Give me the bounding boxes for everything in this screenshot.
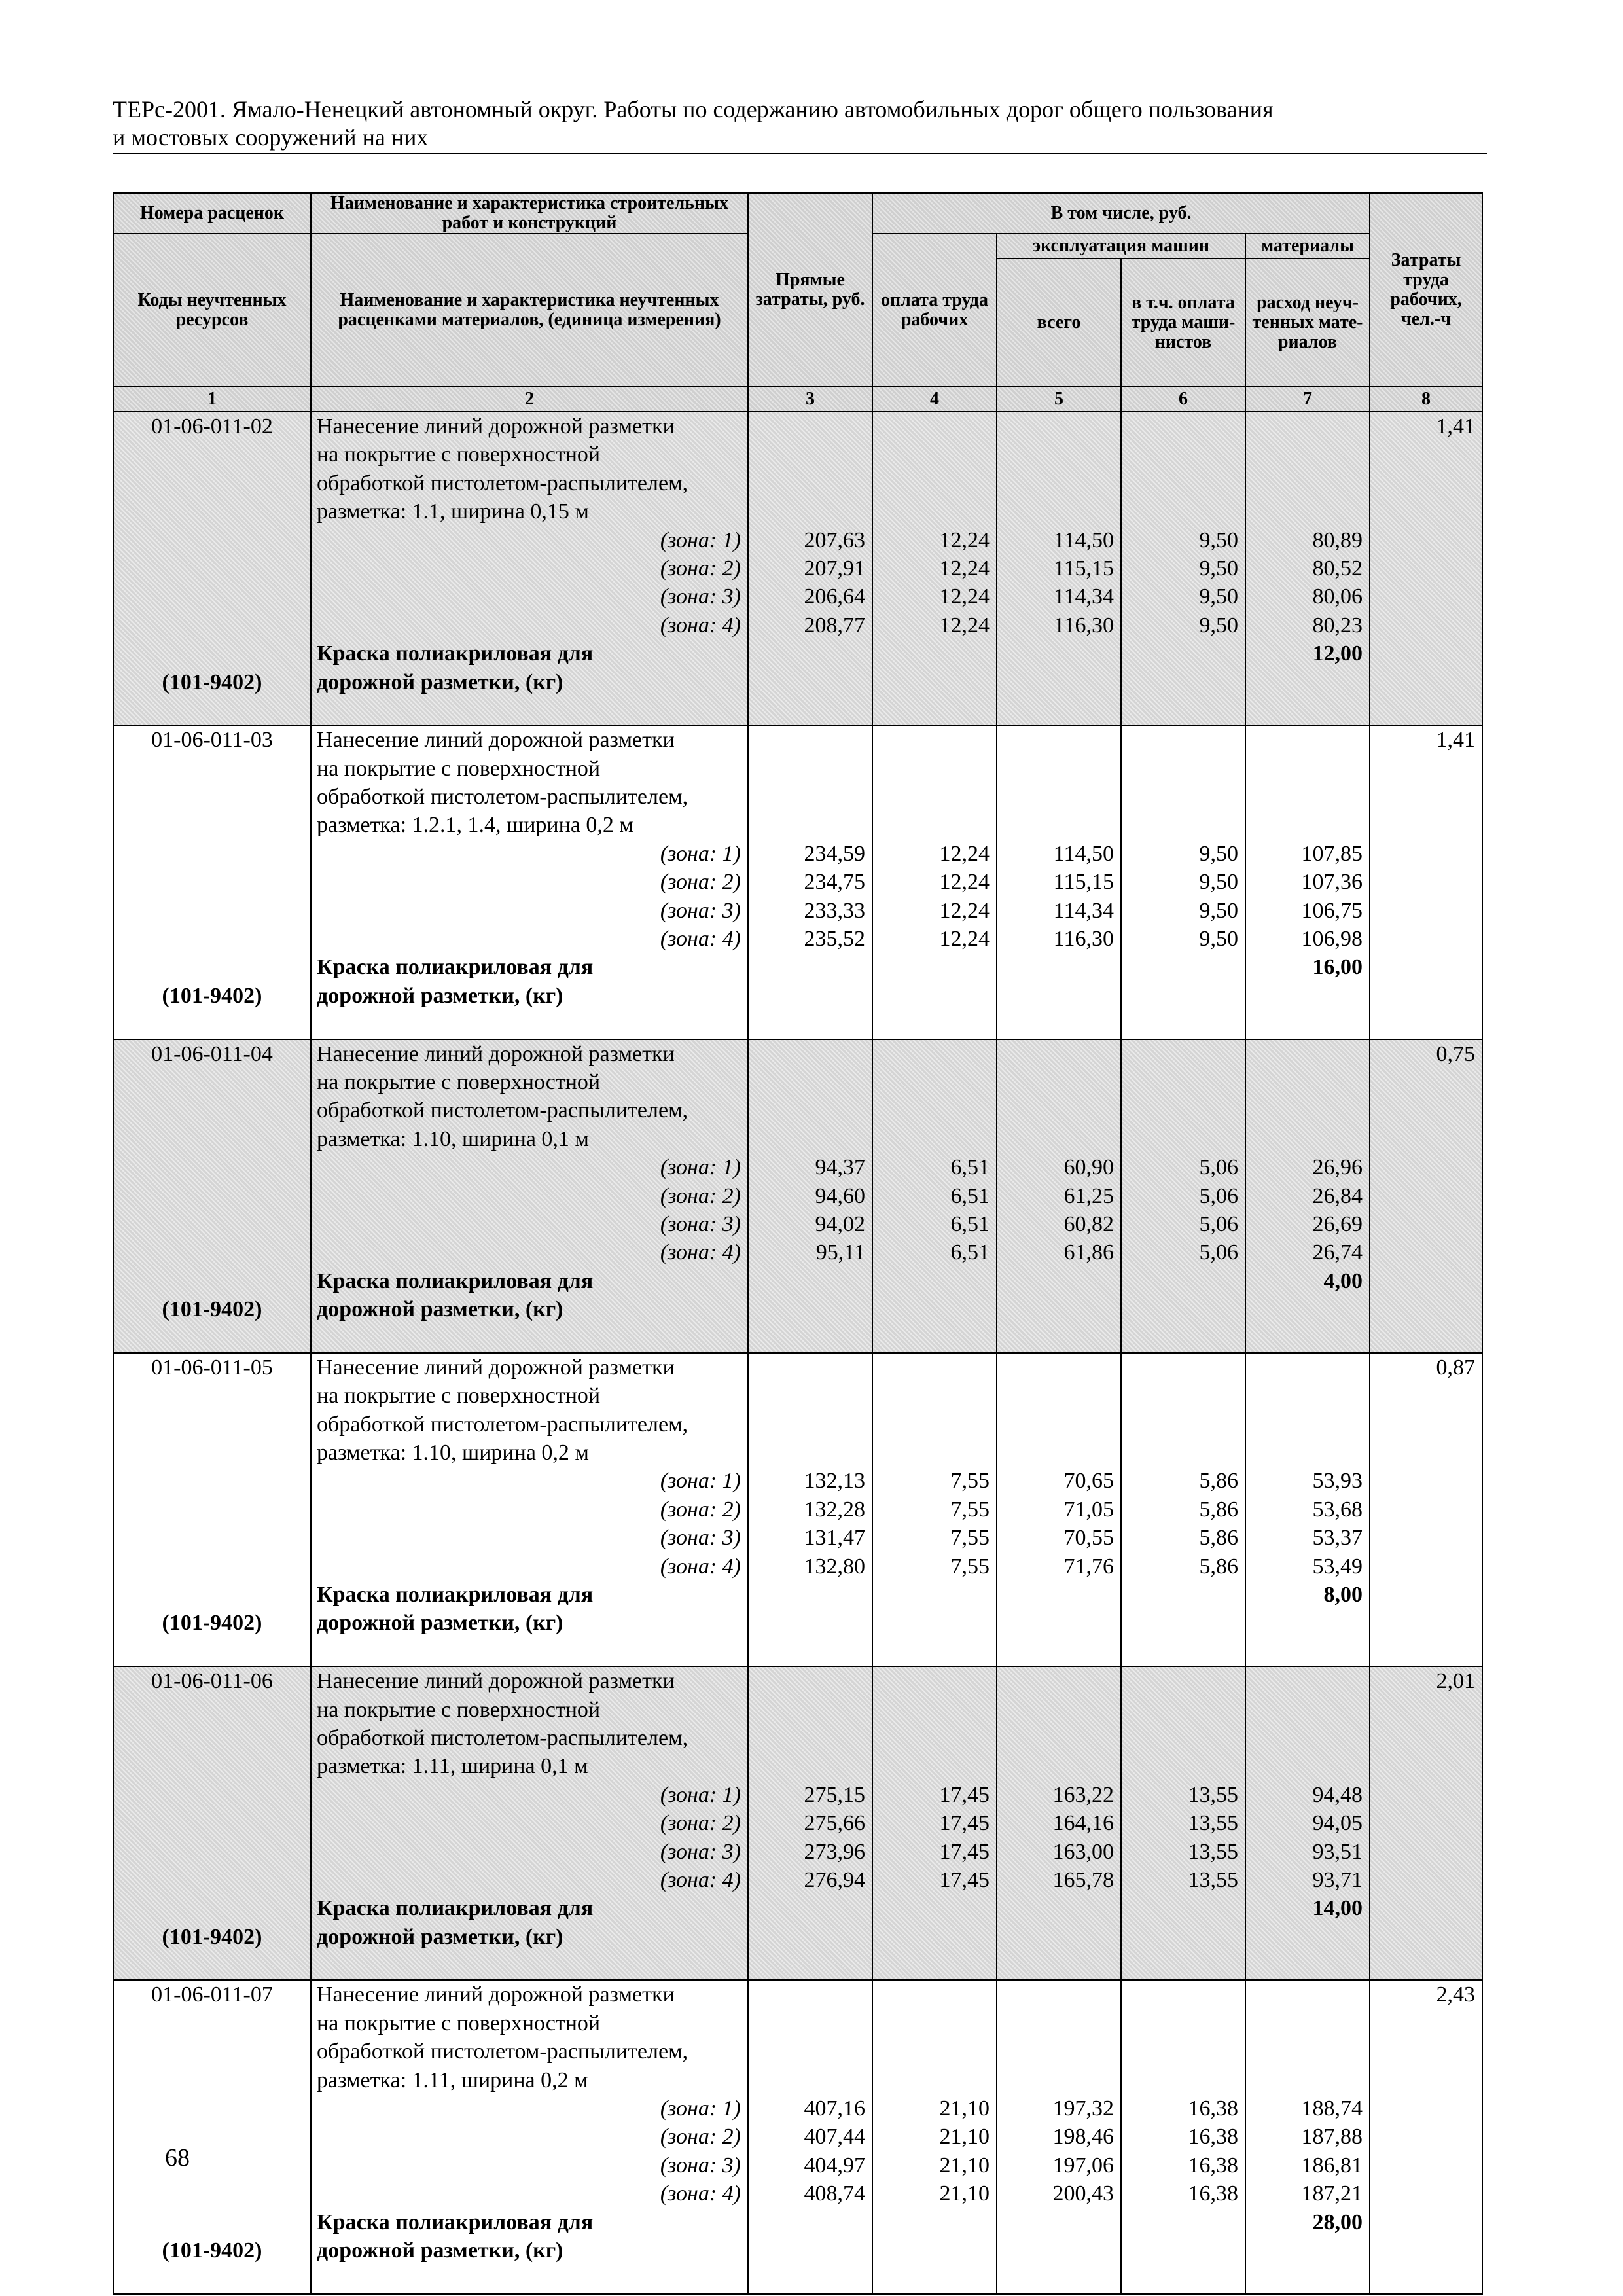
zone-label: (зона: 1): [660, 1155, 741, 1180]
direct-cost-value: 94,60: [815, 1183, 865, 1208]
colnum-3: 3: [748, 387, 872, 412]
description-line: обработкой пистолетом-распылителем,: [317, 785, 688, 810]
machinist-pay-value: 9,50: [1199, 898, 1238, 923]
materials-cell: [1245, 1666, 1370, 1980]
zone-label: (зона: 4): [660, 2181, 741, 2206]
resource-name-line: Краска полиакриловая для: [317, 1896, 594, 1921]
page-header: [113, 96, 1487, 154]
machines-total-value: 114,50: [1053, 528, 1114, 552]
zone-label: (зона: 4): [660, 613, 741, 637]
table-row: [113, 1666, 1482, 1980]
machines-total-value: 70,65: [1063, 1469, 1114, 1494]
machinist-pay-value: 9,50: [1199, 841, 1238, 866]
machinist-pay-cell: [1121, 1039, 1245, 1353]
direct-cost-value: 207,91: [804, 556, 865, 581]
machines-total-value: 198,46: [1052, 2125, 1114, 2149]
machines-total-value: 114,50: [1053, 841, 1114, 866]
machinist-pay-cell: [1121, 725, 1245, 1039]
colnum-4: 4: [872, 387, 997, 412]
labor-pay-value: 12,24: [939, 613, 990, 637]
machines-total-value: 163,00: [1052, 1839, 1114, 1864]
direct-cost-value: 273,96: [804, 1839, 865, 1864]
colnum-1: 1: [113, 387, 311, 412]
direct-cost-value: 94,02: [815, 1211, 865, 1236]
machinist-pay-value: 9,50: [1199, 584, 1238, 609]
labor-hours-value: 1,41: [1436, 728, 1476, 753]
description-line: обработкой пистолетом-распылителем,: [317, 1725, 688, 1750]
page-number: 68: [165, 2144, 190, 2172]
materials-value: 53,93: [1312, 1469, 1363, 1494]
zone-label: (зона: 2): [660, 2125, 741, 2149]
direct-cost-value: 208,77: [804, 613, 865, 637]
machines-total-value: 116,30: [1053, 927, 1114, 952]
labor-pay-value: 12,24: [939, 898, 990, 923]
machines-total-value: 197,06: [1052, 2153, 1114, 2178]
direct-cost-value: 94,37: [815, 1155, 865, 1180]
materials-value: 107,85: [1301, 841, 1363, 866]
direct-cost-value: 408,74: [804, 2181, 865, 2206]
col8-header: Затраты труда рабочих, чел.-ч: [1370, 193, 1482, 387]
labor-hours-value: 0,87: [1436, 1355, 1476, 1380]
machinist-pay-value: 9,50: [1199, 613, 1238, 637]
direct-cost-value: 131,47: [804, 1526, 865, 1551]
zone-label: (зона: 3): [660, 584, 741, 609]
labor-pay-cell: [872, 725, 997, 1039]
description-line: обработкой пистолетом-распылителем,: [317, 1412, 688, 1437]
code-cell: [113, 1980, 311, 2293]
materials-value: 53,68: [1312, 1497, 1363, 1522]
labor-pay-value: 21,10: [939, 2153, 990, 2178]
materials-value: 80,23: [1312, 613, 1363, 637]
labor-pay-cell: [872, 412, 997, 725]
direct-cost-value: 132,13: [804, 1469, 865, 1494]
labor-pay-value: 12,24: [939, 528, 990, 552]
machines-total-value: 200,43: [1052, 2181, 1114, 2206]
machinist-pay-value: 13,55: [1188, 1839, 1238, 1864]
col3-header: Прямые затраты, руб.: [748, 193, 872, 387]
materials-header: материалы: [1245, 234, 1370, 259]
description-line: на покрытие с поверхностной: [317, 1697, 601, 1722]
rate-code: 01-06-011-03: [151, 728, 273, 753]
materials-cell: [1245, 412, 1370, 725]
description-line: разметка: 1.11, ширина 0,2 м: [317, 2068, 588, 2092]
rate-code: 01-06-011-05: [151, 1355, 273, 1380]
direct-cost-cell: [748, 1980, 872, 2293]
description-line: обработкой пистолетом-распылителем,: [317, 471, 688, 495]
machines-total-cell: [997, 1039, 1121, 1353]
resource-quantity: 16,00: [1312, 955, 1363, 980]
resource-quantity: 8,00: [1323, 1583, 1363, 1607]
resource-code: (101-9402): [162, 1924, 262, 1949]
materials-value: 26,74: [1312, 1240, 1363, 1265]
description-line: Нанесение линий дорожной разметки: [317, 1041, 675, 1066]
resource-name-line: дорожной разметки, (кг): [317, 670, 563, 694]
rate-code: 01-06-011-04: [151, 1041, 273, 1066]
col2-header: Наименование и характеристика строительных работ и конструкций: [311, 193, 748, 234]
labor-hours-cell: [1370, 1039, 1482, 1353]
direct-cost-cell: [748, 412, 872, 725]
machinist-pay-value: 16,38: [1188, 2153, 1238, 2178]
machinist-pay-value: 16,38: [1188, 2125, 1238, 2149]
direct-cost-value: 234,75: [804, 870, 865, 895]
machines-total-value: 114,34: [1053, 898, 1114, 923]
machines-total-cell: [997, 412, 1121, 725]
colnum-6: 6: [1121, 387, 1245, 412]
description-line: на покрытие с поверхностной: [317, 442, 601, 467]
machinist-pay-cell: [1121, 412, 1245, 725]
zone-label: (зона: 3): [660, 1211, 741, 1236]
labor-pay-value: 7,55: [950, 1554, 990, 1579]
zone-label: (зона: 2): [660, 1497, 741, 1522]
direct-cost-value: 407,16: [804, 2096, 865, 2121]
zone-label: (зона: 4): [660, 927, 741, 952]
col5-header: всего: [997, 259, 1121, 387]
description-cell: [311, 1353, 748, 1666]
description-line: разметка: 1.2.1, 1.4, ширина 0,2 м: [317, 813, 633, 838]
machinist-pay-value: 16,38: [1188, 2181, 1238, 2206]
labor-pay-value: 12,24: [939, 841, 990, 866]
machinist-pay-value: 5,06: [1199, 1155, 1238, 1180]
machinist-pay-value: 13,55: [1188, 1811, 1238, 1836]
labor-pay-value: 6,51: [950, 1155, 990, 1180]
materials-value: 53,37: [1312, 1526, 1363, 1551]
col2-subheader: Наименование и характеристика неучтенных расценками материалов, (единица измерения): [311, 234, 748, 387]
zone-label: (зона: 4): [660, 1867, 741, 1892]
machines-total-value: 164,16: [1052, 1811, 1114, 1836]
materials-cell: [1245, 725, 1370, 1039]
description-line: обработкой пистолетом-распылителем,: [317, 1098, 688, 1123]
machinist-pay-value: 5,06: [1199, 1183, 1238, 1208]
labor-pay-value: 7,55: [950, 1497, 990, 1522]
labor-pay-value: 21,10: [939, 2125, 990, 2149]
direct-cost-value: 206,64: [804, 584, 865, 609]
resource-name-line: дорожной разметки, (кг): [317, 1924, 563, 1949]
machinist-pay-value: 5,86: [1199, 1497, 1238, 1522]
labor-hours-cell: [1370, 1353, 1482, 1666]
labor-pay-value: 7,55: [950, 1469, 990, 1494]
labor-pay-value: 12,24: [939, 584, 990, 609]
resource-code: (101-9402): [162, 1297, 262, 1322]
direct-cost-cell: [748, 1039, 872, 1353]
labor-pay-cell: [872, 1353, 997, 1666]
labor-pay-value: 6,51: [950, 1211, 990, 1236]
zone-label: (зона: 2): [660, 556, 741, 581]
machines-total-value: 115,15: [1053, 870, 1114, 895]
description-line: обработкой пистолетом-распылителем,: [317, 2039, 688, 2064]
materials-value: 80,06: [1312, 584, 1363, 609]
col1-subheader: Коды неучтенных ресурсов: [113, 234, 311, 387]
machinist-pay-value: 16,38: [1188, 2096, 1238, 2121]
zone-label: (зона: 2): [660, 870, 741, 895]
table-row: [113, 1980, 1482, 2293]
materials-value: 26,96: [1312, 1155, 1363, 1180]
zone-label: (зона: 3): [660, 2153, 741, 2178]
labor-pay-value: 6,51: [950, 1240, 990, 1265]
description-line: Нанесение линий дорожной разметки: [317, 1355, 675, 1380]
description-cell: [311, 1666, 748, 1980]
description-line: Нанесение линий дорожной разметки: [317, 728, 675, 753]
code-cell: [113, 1353, 311, 1666]
labor-pay-value: 17,45: [939, 1782, 990, 1807]
materials-value: 94,48: [1312, 1782, 1363, 1807]
zone-label: (зона: 1): [660, 1469, 741, 1494]
machinist-pay-value: 5,06: [1199, 1240, 1238, 1265]
machinist-pay-value: 5,06: [1199, 1211, 1238, 1236]
materials-value: 186,81: [1301, 2153, 1363, 2178]
direct-cost-value: 207,63: [804, 528, 865, 552]
table-row: [113, 412, 1482, 725]
labor-hours-value: 0,75: [1436, 1041, 1476, 1066]
description-line: на покрытие с поверхностной: [317, 756, 601, 781]
labor-pay-value: 21,10: [939, 2181, 990, 2206]
zone-label: (зона: 1): [660, 841, 741, 866]
labor-hours-value: 2,43: [1436, 1982, 1476, 2007]
direct-cost-value: 234,59: [804, 841, 865, 866]
direct-cost-value: 235,52: [804, 927, 865, 952]
labor-pay-cell: [872, 1666, 997, 1980]
col6-header: в т.ч. оплата труда маши-нистов: [1121, 259, 1245, 387]
labor-pay-value: 17,45: [939, 1839, 990, 1864]
table-body: [113, 412, 1482, 2294]
resource-quantity: 12,00: [1312, 641, 1363, 666]
description-cell: [311, 1039, 748, 1353]
machines-total-value: 116,30: [1053, 613, 1114, 637]
code-cell: [113, 725, 311, 1039]
resource-code: (101-9402): [162, 670, 262, 694]
zone-label: (зона: 4): [660, 1240, 741, 1265]
materials-cell: [1245, 1353, 1370, 1666]
resource-code: (101-9402): [162, 2238, 262, 2263]
rate-code: 01-06-011-06: [151, 1669, 273, 1694]
direct-cost-value: 132,28: [804, 1497, 865, 1522]
resource-name-line: дорожной разметки, (кг): [317, 983, 563, 1008]
machines-total-value: 61,25: [1063, 1183, 1114, 1208]
description-line: на покрытие с поверхностной: [317, 2011, 601, 2036]
materials-value: 187,21: [1301, 2181, 1363, 2206]
labor-pay-value: 17,45: [939, 1811, 990, 1836]
zone-label: (зона: 1): [660, 1782, 741, 1807]
machinist-pay-value: 9,50: [1199, 556, 1238, 581]
machines-total-value: 71,05: [1063, 1497, 1114, 1522]
direct-cost-cell: [748, 1666, 872, 1980]
rate-code: 01-06-011-07: [151, 1982, 273, 2007]
labor-pay-value: 12,24: [939, 556, 990, 581]
direct-cost-cell: [748, 725, 872, 1039]
machines-total-value: 71,76: [1063, 1554, 1114, 1579]
resource-name-line: Краска полиакриловая для: [317, 1268, 594, 1293]
description-line: разметка: 1.11, ширина 0,1 м: [317, 1754, 588, 1779]
machines-total-value: 165,78: [1052, 1867, 1114, 1892]
machinist-pay-value: 5,86: [1199, 1469, 1238, 1494]
resource-name-line: Краска полиакриловая для: [317, 2210, 594, 2234]
materials-value: 106,75: [1301, 898, 1363, 923]
materials-value: 94,05: [1312, 1811, 1363, 1836]
zone-label: (зона: 3): [660, 898, 741, 923]
zone-label: (зона: 2): [660, 1811, 741, 1836]
materials-value: 188,74: [1301, 2096, 1363, 2121]
direct-cost-value: 404,97: [804, 2153, 865, 2178]
machinist-pay-cell: [1121, 1666, 1245, 1980]
direct-cost-value: 276,94: [804, 1867, 865, 1892]
labor-hours-cell: [1370, 412, 1482, 725]
zone-label: (зона: 1): [660, 2096, 741, 2121]
labor-pay-value: 7,55: [950, 1526, 990, 1551]
col1-header: Номера расценок: [113, 193, 311, 234]
materials-value: 93,51: [1312, 1839, 1363, 1864]
machines-header: эксплуатация машин: [997, 234, 1245, 259]
labor-pay-value: 12,24: [939, 927, 990, 952]
col4-header: оплата труда рабочих: [872, 234, 997, 387]
materials-value: 106,98: [1301, 927, 1363, 952]
rate-code: 01-06-011-02: [151, 414, 273, 439]
materials-value: 53,49: [1312, 1554, 1363, 1579]
labor-hours-cell: [1370, 1666, 1482, 1980]
resource-quantity: 28,00: [1312, 2210, 1363, 2234]
machinist-pay-value: 13,55: [1188, 1867, 1238, 1892]
machines-total-value: 163,22: [1052, 1782, 1114, 1807]
machinist-pay-value: 5,86: [1199, 1526, 1238, 1551]
group-header: В том числе, руб.: [872, 193, 1370, 234]
colnum-7: 7: [1245, 387, 1370, 412]
direct-cost-value: 132,80: [804, 1554, 865, 1579]
labor-pay-value: 17,45: [939, 1867, 990, 1892]
machines-total-value: 60,90: [1063, 1155, 1114, 1180]
resource-code: (101-9402): [162, 983, 262, 1008]
machines-total-value: 60,82: [1063, 1211, 1114, 1236]
machines-total-cell: [997, 725, 1121, 1039]
labor-hours-cell: [1370, 725, 1482, 1039]
machines-total-value: 61,86: [1063, 1240, 1114, 1265]
col7-header: расход неуч-тенных мате-риалов: [1245, 259, 1370, 387]
machines-total-value: 114,34: [1053, 584, 1114, 609]
code-cell: [113, 1039, 311, 1353]
description-cell: [311, 412, 748, 725]
machinist-pay-value: 9,50: [1199, 528, 1238, 552]
code-cell: [113, 412, 311, 725]
description-line: разметка: 1.1, ширина 0,15 м: [317, 499, 589, 524]
description-line: на покрытие с поверхностной: [317, 1069, 601, 1094]
zone-label: (зона: 1): [660, 528, 741, 552]
resource-name-line: дорожной разметки, (кг): [317, 1297, 563, 1322]
table-row: [113, 1039, 1482, 1353]
zone-label: (зона: 4): [660, 1554, 741, 1579]
table-row: [113, 725, 1482, 1039]
materials-cell: [1245, 1980, 1370, 2293]
code-cell: [113, 1666, 311, 1980]
description-cell: [311, 725, 748, 1039]
direct-cost-value: 407,44: [804, 2125, 865, 2149]
machinist-pay-value: 9,50: [1199, 870, 1238, 895]
description-line: Нанесение линий дорожной разметки: [317, 1982, 675, 2007]
price-table: [113, 192, 1483, 2295]
machinist-pay-value: 5,86: [1199, 1554, 1238, 1579]
direct-cost-cell: [748, 1353, 872, 1666]
description-line: разметка: 1.10, ширина 0,2 м: [317, 1441, 589, 1465]
colnum-8: 8: [1370, 387, 1482, 412]
machines-total-cell: [997, 1666, 1121, 1980]
labor-hours-value: 1,41: [1436, 414, 1476, 439]
machinist-pay-cell: [1121, 1980, 1245, 2293]
resource-name-line: Краска полиакриловая для: [317, 955, 594, 980]
labor-hours-value: 2,01: [1436, 1669, 1476, 1694]
materials-value: 107,36: [1301, 870, 1363, 895]
direct-cost-value: 95,11: [815, 1240, 865, 1265]
materials-value: 80,89: [1312, 528, 1363, 552]
materials-value: 26,69: [1312, 1211, 1363, 1236]
table-row: [113, 1353, 1482, 1666]
resource-name-line: дорожной разметки, (кг): [317, 2238, 563, 2263]
machines-total-cell: [997, 1980, 1121, 2293]
direct-cost-value: 275,15: [804, 1782, 865, 1807]
resource-name-line: Краска полиакриловая для: [317, 1583, 594, 1607]
machinist-pay-value: 13,55: [1188, 1782, 1238, 1807]
direct-cost-value: 275,66: [804, 1811, 865, 1836]
description-line: разметка: 1.10, ширина 0,1 м: [317, 1126, 589, 1151]
resource-code: (101-9402): [162, 1611, 262, 1636]
materials-value: 80,52: [1312, 556, 1363, 581]
description-line: Нанесение линий дорожной разметки: [317, 414, 675, 439]
labor-pay-value: 6,51: [950, 1183, 990, 1208]
resource-name-line: дорожной разметки, (кг): [317, 1611, 563, 1636]
colnum-5: 5: [997, 387, 1121, 412]
materials-value: 187,88: [1301, 2125, 1363, 2149]
machinist-pay-cell: [1121, 1353, 1245, 1666]
machines-total-value: 115,15: [1053, 556, 1114, 581]
zone-label: (зона: 2): [660, 1183, 741, 1208]
machines-total-value: 197,32: [1052, 2096, 1114, 2121]
machinist-pay-value: 9,50: [1199, 927, 1238, 952]
materials-value: 26,84: [1312, 1183, 1363, 1208]
resource-quantity: 14,00: [1312, 1896, 1363, 1921]
zone-label: (зона: 3): [660, 1526, 741, 1551]
resource-quantity: 4,00: [1323, 1268, 1363, 1293]
zone-label: (зона: 3): [660, 1839, 741, 1864]
resource-name-line: Краска полиакриловая для: [317, 641, 594, 666]
machines-total-value: 70,55: [1063, 1526, 1114, 1551]
header-line-1: ТЕРс-2001. Ямало-Ненецкий автономный округ. Работы по содержанию автомобильных дорог общего пользования: [113, 96, 1274, 122]
description-line: на покрытие с поверхностной: [317, 1384, 601, 1408]
direct-cost-value: 233,33: [804, 898, 865, 923]
description-line: Нанесение линий дорожной разметки: [317, 1669, 675, 1694]
materials-cell: [1245, 1039, 1370, 1353]
labor-pay-value: 21,10: [939, 2096, 990, 2121]
labor-hours-cell: [1370, 1980, 1482, 2293]
machines-total-cell: [997, 1353, 1121, 1666]
header-line-2: и мостовых сооружений на них: [113, 124, 429, 151]
labor-pay-cell: [872, 1980, 997, 2293]
colnum-2: 2: [311, 387, 748, 412]
labor-pay-cell: [872, 1039, 997, 1353]
labor-pay-value: 12,24: [939, 870, 990, 895]
materials-value: 93,71: [1312, 1867, 1363, 1892]
description-cell: [311, 1980, 748, 2293]
